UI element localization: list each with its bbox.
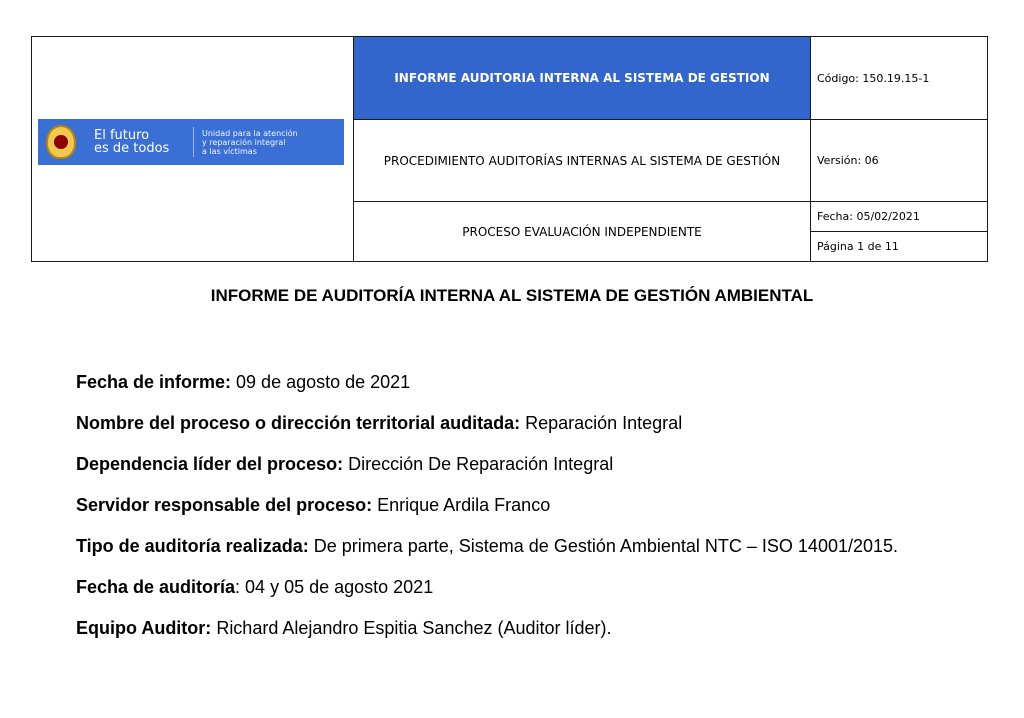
report-title-cell: INFORME AUDITORIA INTERNA AL SISTEMA DE GESTION: [354, 37, 811, 120]
coat-of-arms-icon: [46, 125, 76, 159]
logo-banner: [38, 119, 344, 165]
field-report-date: Fecha de informe: 09 de agosto de 2021: [76, 372, 411, 392]
field-responsible-server: Servidor responsable del proceso: Enrique Ardila Franco: [76, 495, 551, 515]
logo-divider: [193, 127, 194, 157]
version-cell: Versión: 06: [811, 120, 988, 202]
report-fields: [76, 371, 976, 639]
logo-entity-name: Unidad para la atención y reparación integral a las víctimas: [202, 128, 298, 156]
procedure-title-cell: PROCEDIMIENTO AUDITORÍAS INTERNAS AL SISTEMA DE GESTIÓN: [354, 120, 811, 202]
document-title: INFORME DE AUDITORÍA INTERNA AL SISTEMA DE GESTIÓN AMBIENTAL: [210, 286, 814, 305]
process-title-cell: PROCESO EVALUACIÓN INDEPENDIENTE: [354, 202, 811, 262]
page-text: Página 1 de 11: [817, 239, 899, 253]
date-page-cell: [811, 202, 988, 262]
field-lead-dependency: Dependencia líder del proceso: Dirección De Reparación Integral: [76, 454, 614, 474]
logo-slogan: El futuro es de todos: [94, 128, 170, 156]
field-audit-type: Tipo de auditoría realizada: De primera parte, Sistema de Gestión Ambiental NTC – ISO 14001/2015.: [76, 536, 899, 556]
field-audit-team: Equipo Auditor: Richard Alejandro Espitia Sanchez (Auditor líder).: [76, 618, 612, 638]
date-text: Fecha: 05/02/2021: [811, 202, 987, 232]
field-process-name: Nombre del proceso o dirección territorial auditada: Reparación Integral: [76, 413, 683, 433]
code-cell: Código: 150.19.15-1: [811, 37, 988, 120]
field-audit-date: Fecha de auditoría: 04 y 05 de agosto 2021: [76, 577, 434, 597]
